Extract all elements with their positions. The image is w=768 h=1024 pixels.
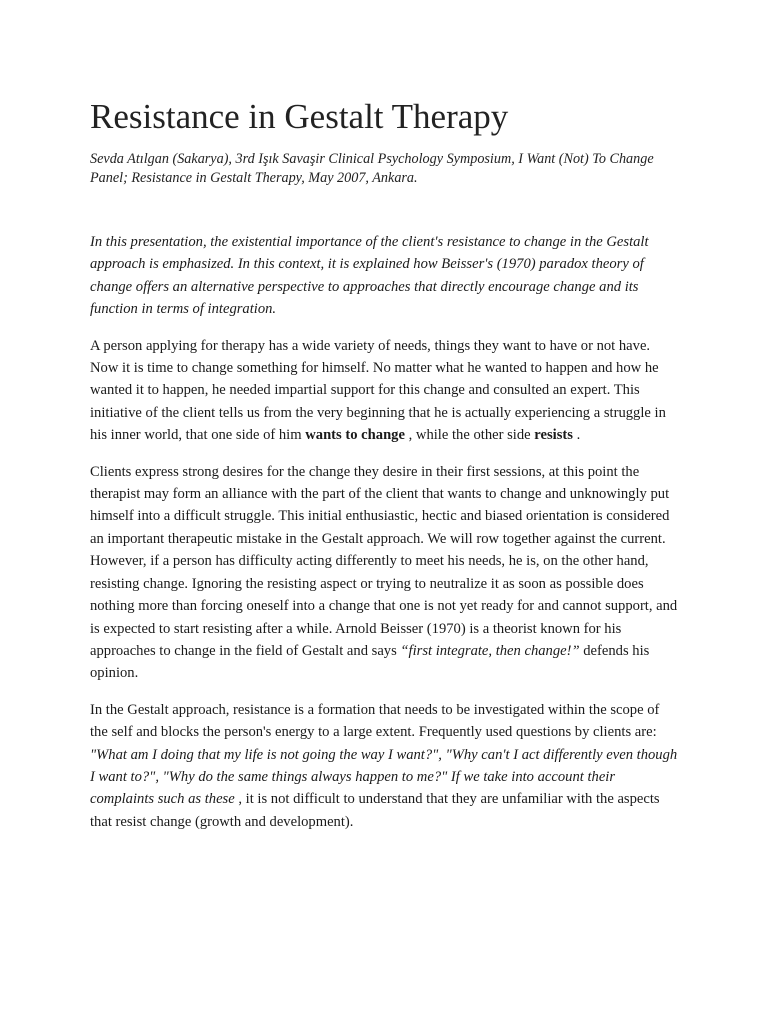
- document-byline: Sevda Atılgan (Sakarya), 3rd Işık Savaşir Clinical Psychology Symposium, I Want (Not) To Change Panel; Resistance in Gestalt Therapy, May 2007, Ankara.: [90, 151, 654, 186]
- paragraph-2: [90, 335, 678, 447]
- paragraph-2-bold-wants-to-change: wants to change: [305, 427, 405, 444]
- paragraph-4-quotes: "What am I doing that my life is not going the way I want?", "Why can't I act differently even though I want to?", "Why do the same things always happen to me?" If we take into account their complaints such as these: [90, 746, 678, 808]
- document-page: [90, 96, 678, 847]
- paragraph-2-bold-resists: resists: [534, 427, 573, 444]
- intro-paragraph: In this presentation, the existential importance of the client's resistance to change in the Gestalt approach is emphasized. In this context, it is explained how Beisser's (1970) paradox theory of change offers an alternative perspective to approaches that directly encourage change and its function in terms of integration.: [90, 234, 649, 318]
- paragraph-2-text-2: , while the other side: [404, 427, 535, 444]
- paragraph-3-text-1: Clients express strong desires for the change they desire in their first sessions, at this point the therapist may form an alliance with the part of the client that wants to change and unknowingly put himself into a difficult struggle. This initial enthusiastic, hectic and biased orientation is considered an important therapeutic mistake in the Gestalt approach. We will row together against the current. However, if a person has difficulty acting differently to meet his needs, he is, on the other hand, resisting change. Ignoring the resisting aspect or trying to neutralize it as soon as possible does nothing more than forcing oneself into a change that one is not yet ready for and cannot support, and is expected to start resisting after a while. Arnold Beisser (1970) is a theorist known for his approaches to change in the field of Gestalt and says: [90, 463, 678, 659]
- paragraph-3-text-2: defends his opinion.: [90, 642, 650, 682]
- paragraph-3: [90, 461, 678, 685]
- paragraph-2-text-3: .: [572, 427, 581, 444]
- paragraph-4: [90, 699, 678, 833]
- paragraph-2-text-1: A person applying for therapy has a wide variety of needs, things they want to have or not have. Now it is time to change something for himself. No matter what he wanted to happen and how he wanted it to happen, he needed impartial support for this change and consulted an expert. This initiative of the client tells us from the very beginning that he is actually experiencing a struggle in his inner world, that one side of him: [90, 337, 666, 444]
- paragraph-4-text-2: , it is not difficult to understand that they are unfamiliar with the aspects that resist change (growth and development).: [90, 791, 660, 830]
- document-title: Resistance in Gestalt Therapy: [90, 97, 509, 136]
- paragraph-4-text-1: In the Gestalt approach, resistance is a formation that needs to be investigated within the scope of the self and blocks the person's energy to a large extent. Frequently used questions by clients are:: [90, 701, 660, 741]
- paragraph-3-quote: “first integrate, then change!”: [400, 642, 580, 659]
